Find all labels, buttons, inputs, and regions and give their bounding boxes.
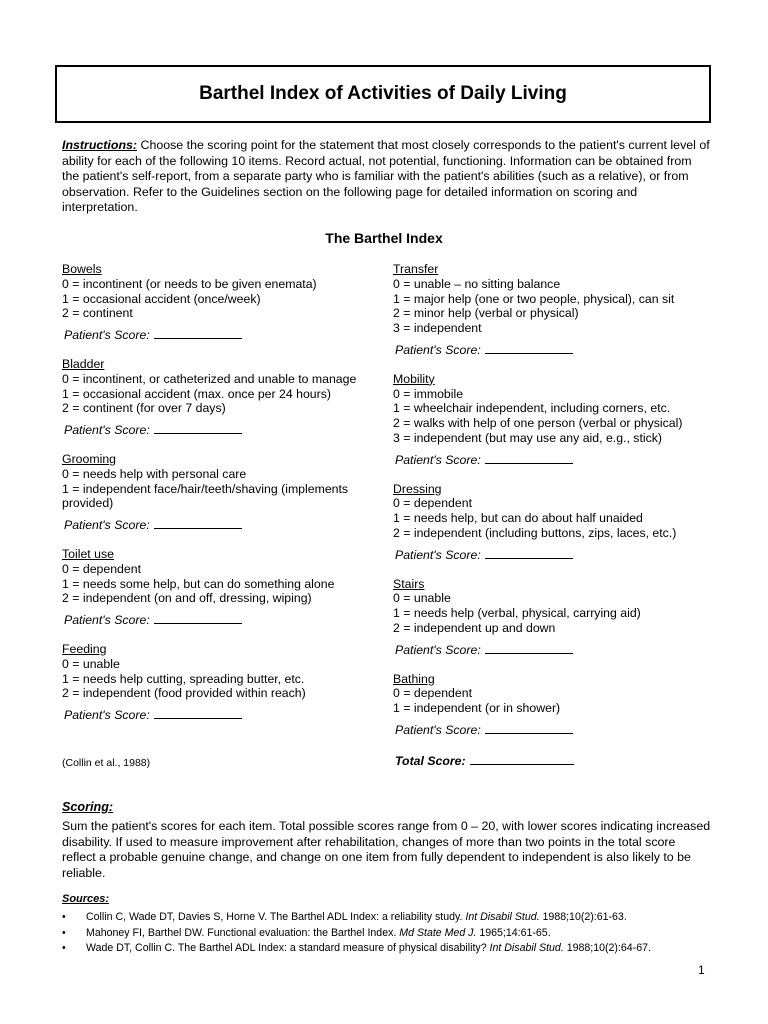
patient-score-row	[393, 341, 713, 358]
item-name: Transfer	[393, 262, 439, 276]
patient-score-label: Patient's Score:	[395, 342, 481, 357]
item-name: Bowels	[62, 262, 102, 276]
patient-score-field[interactable]	[485, 641, 573, 654]
patient-score-field[interactable]	[154, 516, 242, 529]
option-text: 0 = incontinent, or catheterized and unable to manage	[62, 371, 357, 386]
item-mobility	[393, 372, 713, 468]
patient-score-row	[393, 451, 713, 468]
patient-score-label: Patient's Score:	[395, 642, 481, 657]
patient-score-field[interactable]	[154, 611, 242, 624]
source-item	[62, 941, 712, 957]
patient-score-row	[62, 516, 382, 533]
patient-score-field[interactable]	[154, 421, 242, 434]
scoring-text: Sum the patient's scores for each item. Total possible scores range from 0 – 20, with lower scores indicating increased disability. If used to measure improvement after rehabilitation, changes of more than two points in the total score reflect a probable genuine change, and change on one item from fully dependent to independent is also likely to be reliable.	[62, 819, 711, 880]
patient-score-row	[62, 421, 382, 438]
source-text: Wade DT, Collin C. The Barthel ADL Index: a standard measure of physical disability?	[86, 942, 490, 954]
patient-score-row	[62, 611, 382, 628]
option-text: 2 = continent	[62, 306, 133, 321]
sources-label: Sources:	[62, 893, 110, 905]
source-citation: 1965;14:61-65.	[476, 926, 551, 939]
option-text: 2 = independent (food provided within reach)	[62, 686, 306, 701]
patient-score-field[interactable]	[485, 341, 573, 354]
citation: (Collin et al., 1988)	[62, 757, 151, 769]
option-text: 1 = needs some help, but can do something alone	[62, 576, 335, 591]
option-text: 0 = immobile	[393, 386, 464, 401]
instructions-paragraph	[62, 138, 712, 216]
option-text: 1 = major help (one or two people, physical), can sit	[393, 291, 675, 306]
item-bowels	[62, 262, 382, 343]
option-text: 3 = independent (but may use any aid, e.g., stick)	[393, 430, 662, 445]
patient-score-field[interactable]	[485, 546, 573, 559]
instructions-label: Instructions:	[62, 138, 138, 152]
item-name: Bladder	[62, 356, 105, 371]
option-text: 1 = needs help (verbal, physical, carrying aid)	[393, 606, 641, 621]
option-text: 0 = unable – no sitting balance	[393, 276, 561, 291]
option-text: 2 = independent (including buttons, zips, laces, etc.)	[393, 525, 677, 540]
item-name: Grooming	[62, 451, 116, 466]
patient-score-label: Patient's Score:	[64, 613, 150, 628]
item-feeding	[62, 642, 382, 723]
option-text: 2 = continent (for over 7 days)	[62, 401, 226, 416]
patient-score-row	[62, 326, 382, 343]
item-transfer	[393, 262, 713, 358]
sources-list	[62, 910, 712, 957]
patient-score-field[interactable]	[485, 721, 573, 734]
source-text: Collin C, Wade DT, Davies S, Horne V. The Barthel ADL Index: a reliability study.	[86, 911, 466, 923]
item-name: Dressing	[393, 481, 442, 496]
option-text: 1 = needs help, but can do about half unaided	[393, 511, 643, 526]
patient-score-field[interactable]	[154, 706, 242, 719]
option-text: 0 = incontinent (or needs to be given enemata)	[62, 276, 317, 291]
patient-score-label: Patient's Score:	[64, 518, 150, 533]
patient-score-label: Patient's Score:	[395, 722, 481, 737]
left-column	[62, 262, 382, 737]
patient-score-label: Patient's Score:	[64, 328, 150, 343]
option-text: 2 = minor help (verbal or physical)	[393, 306, 579, 321]
item-name: Bathing	[393, 671, 435, 686]
option-text: 0 = dependent	[393, 686, 472, 701]
source-item	[62, 926, 712, 942]
item-name: Feeding	[62, 641, 107, 656]
scoring-label: Scoring:	[62, 800, 114, 814]
option-text: 2 = walks with help of one person (verbal or physical)	[393, 416, 683, 431]
item-name: Stairs	[393, 576, 425, 591]
option-text: 3 = independent	[393, 321, 482, 336]
item-grooming	[62, 452, 382, 533]
item-bladder	[62, 357, 382, 438]
option-text: 2 = independent up and down	[393, 620, 556, 635]
item-stairs	[393, 577, 713, 658]
option-text: 1 = independent face/hair/teeth/shaving (implements provided)	[62, 481, 349, 511]
source-text: Mahoney FI, Barthel DW. Functional evaluation: the Barthel Index.	[86, 926, 400, 939]
option-text: 0 = dependent	[62, 561, 141, 576]
item-toilet-use	[62, 547, 382, 628]
item-name: Mobility	[393, 371, 435, 386]
option-text: 0 = unable	[393, 591, 451, 606]
option-text: 0 = dependent	[393, 496, 472, 511]
patient-score-row	[62, 706, 382, 723]
option-text: 1 = needs help cutting, spreading butter, etc.	[62, 671, 305, 686]
source-journal: Int Disabil Stud.	[465, 911, 540, 923]
patient-score-label: Patient's Score:	[395, 547, 481, 562]
item-name: Toilet use	[62, 546, 114, 561]
source-item	[62, 910, 712, 926]
option-text: 2 = independent (on and off, dressing, wiping)	[62, 591, 312, 606]
patient-score-label: Patient's Score:	[395, 452, 481, 467]
patient-score-field[interactable]	[485, 451, 573, 464]
total-score-field[interactable]	[470, 752, 574, 765]
source-journal: Md State Med J.	[399, 926, 477, 939]
item-bathing	[393, 672, 713, 738]
patient-score-row	[393, 721, 713, 738]
patient-score-label: Patient's Score:	[64, 423, 150, 438]
index-title: The Barthel Index	[325, 230, 443, 246]
page-number: 1	[698, 963, 705, 977]
source-citation: 1988;10(2):61-63.	[539, 911, 627, 923]
option-text: 0 = needs help with personal care	[62, 466, 247, 481]
document-title: Barthel Index of Activities of Daily Living	[199, 83, 567, 104]
option-text: 0 = unable	[62, 656, 120, 671]
option-text: 1 = wheelchair independent, including corners, etc.	[393, 401, 671, 416]
instructions-text: Choose the scoring point for the statement that most closely corresponds to the patient's current level of ability for each of the following 10 items. Record actual, not potential, functioning. Information can be obtained from the patient's self-report, from a separate party who is familiar with the patient's abilities (such as a relative), or from observation. Refer to the Guidelines section on the following page for detailed information on scoring and interpretation.	[62, 138, 710, 214]
source-journal: Int Disabil Stud.	[489, 942, 564, 954]
option-text: 1 = occasional accident (max. once per 24 hours)	[62, 386, 331, 401]
patient-score-field[interactable]	[154, 326, 242, 339]
patient-score-row	[393, 641, 713, 658]
patient-score-row	[393, 546, 713, 563]
right-column	[393, 262, 713, 769]
item-dressing	[393, 482, 713, 563]
total-score-label: Total Score:	[395, 753, 466, 768]
option-text: 1 = independent (or in shower)	[393, 701, 561, 716]
title-box	[55, 65, 711, 123]
option-text: 1 = occasional accident (once/week)	[62, 291, 261, 306]
source-citation: 1988;10(2):64-67.	[563, 942, 651, 954]
total-score-row	[393, 752, 713, 769]
patient-score-label: Patient's Score:	[64, 708, 150, 723]
